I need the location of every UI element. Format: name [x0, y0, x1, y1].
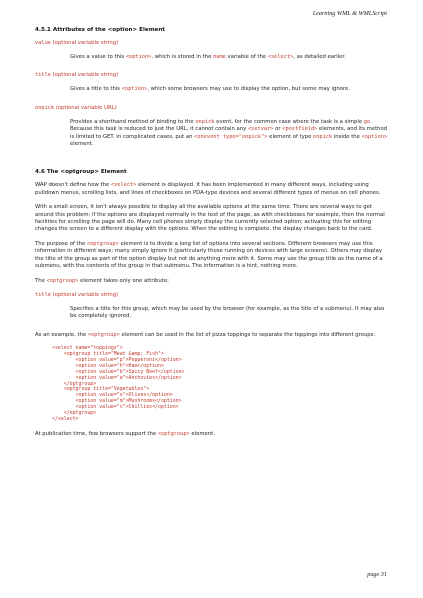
- code-line: </optgroup>: [63, 380, 97, 387]
- attribute-type: (optional variable string): [50, 291, 119, 298]
- attribute-description-text: Gives a value to this: [70, 54, 126, 60]
- code-line: <select name="toppings">: [52, 345, 123, 352]
- body-paragraph-code: <select>: [110, 182, 137, 189]
- attribute-description-text: element.: [70, 141, 94, 148]
- code-line: <option value="a">Anchovies</option>: [75, 374, 182, 381]
- section-heading-4-6: 4.6 The <optgroup> Element: [35, 169, 127, 176]
- attribute-description-text: Provides a shorthand method of binding to the: [70, 118, 196, 125]
- attribute-description-code: onpick: [313, 133, 333, 140]
- code-line: </optgroup>: [63, 410, 97, 417]
- option-attributes-list: [35, 40, 388, 148]
- running-header: Learning WML & WMLScript: [312, 10, 387, 17]
- attribute-description-text: Gives a title to this: [70, 86, 122, 93]
- body-paragraph-text: The purpose of the: [35, 240, 87, 247]
- attribute-description-text: , as detailed earlier.: [293, 54, 346, 60]
- attribute-description-text: element of type: [267, 133, 314, 140]
- attribute-description-code: name: [213, 54, 226, 60]
- code-line: <optgroup title="Vegetables">: [63, 386, 150, 393]
- body-paragraph: [35, 278, 388, 285]
- code-line: <optgroup title="Meat &amp; Fish">: [63, 351, 164, 358]
- attribute-type: (optional variable string): [50, 72, 119, 79]
- body-paragraph-text: element is displayed. It has been implemented in many different ways, including using pulldown menus, scrolling lists, and lines of checkboxes on PDA-type devices and several different types of menus on cell phones.: [35, 182, 381, 196]
- body-paragraph: [35, 241, 388, 271]
- example-intro-code: <optgroup>: [87, 331, 120, 338]
- attribute-name: title: [35, 72, 51, 79]
- attribute-description: [70, 306, 388, 321]
- code-line: <option value="m">Mushrooms</option>: [75, 398, 182, 405]
- attribute-name: value: [35, 40, 51, 46]
- attribute-name: onpick: [35, 104, 55, 111]
- page-number: page 31: [367, 571, 387, 578]
- attribute-description-code: <postfield>: [282, 126, 318, 133]
- attribute-description-text: or: [273, 126, 283, 133]
- code-example: [52, 346, 388, 423]
- body-paragraph-text: The: [35, 277, 47, 284]
- optgroup-attribute: [35, 292, 388, 321]
- attribute-description-code: <onevent type="onpick">: [194, 133, 268, 140]
- attribute-description: [70, 86, 388, 93]
- section-heading-4-5-1: 4.5.1 Attributes of the <option> Element: [35, 27, 165, 33]
- attribute-name-line: [35, 292, 388, 298]
- closing-text: element.: [189, 430, 215, 437]
- example-intro-paragraph: [35, 332, 388, 339]
- attribute-description: [70, 54, 388, 61]
- attribute-description-code: <option>: [361, 133, 388, 140]
- attribute-name: title: [35, 291, 51, 298]
- example-intro-text: As an example, the: [35, 331, 88, 338]
- body-paragraph: [35, 204, 388, 234]
- body-paragraph: [35, 182, 388, 197]
- attribute-description-text: Specifies a title for this group, which may be used by the browser (for example, as the title of a submenu). It may also be completely ignored.: [70, 305, 385, 320]
- attribute-type: (optional variable string): [50, 40, 119, 46]
- attribute-name-line: [35, 72, 388, 78]
- code-line: <option value="c">Chillies</option>: [75, 404, 179, 411]
- attribute-description-code: <setvar>: [247, 126, 274, 133]
- attribute-name-line: [35, 105, 388, 111]
- closing-text: At publication time, few browsers support the: [35, 430, 158, 437]
- code-line: <option value="p">Pepperoni</option>: [75, 356, 182, 363]
- attribute-description-code: onpick: [195, 118, 215, 125]
- code-line: <option value="o">Olives</option>: [75, 392, 173, 399]
- example-intro-text: element can be used in the list of pizza toppings to separate the toppings into different groups:: [119, 331, 376, 338]
- attribute-description-code: <option>: [125, 54, 152, 60]
- attribute-description-text: inside the: [332, 133, 362, 140]
- attribute-type: (optional variable URL): [54, 104, 117, 111]
- attribute-name-line: [35, 40, 388, 46]
- attribute-description-text: variable of the: [225, 54, 268, 60]
- attribute-description-code: <option>: [121, 86, 148, 93]
- body-paragraph-text: WAP doesn't define how the: [35, 182, 111, 189]
- attribute-description-text: elements, and its method is limited to GET. In complicated cases, put an: [70, 126, 388, 140]
- attribute-description-code: go: [363, 118, 371, 125]
- body-paragraph-text: element is to divide a long list of options into several sections. Different browsers may use this information in different ways: many simply ignore it (particularly those running on devices with large screens). Others may display the title of the group as part of the option display but not do anything more with it. Some may use the group title as the name of a submenu, with the contents of the group in that submenu. The information is a hint, nothing more.: [35, 240, 383, 270]
- code-line: </select>: [52, 416, 79, 422]
- attribute-description-text: . Because this task is reduced to just the URL, it cannot contain any: [70, 118, 372, 133]
- code-line: <option value="b">Spicy Beef</option>: [75, 368, 185, 375]
- attribute-description-text: , which is stored in the: [151, 54, 214, 60]
- body-paragraph-code: <optgroup>: [46, 277, 79, 284]
- attribute-description-text: , which some browsers may use to display the option, but some may ignore.: [147, 86, 350, 93]
- optgroup-paragraphs: [35, 182, 388, 284]
- body-paragraph-text: element takes only one attribute:: [78, 277, 169, 284]
- closing-code: <optgroup>: [157, 430, 190, 437]
- body-paragraph-text: With a small screen, it isn't always possible to display all the available options at the same time. There are several ways to get around this problem: if the options are displayed normally in the text of the page, as with checkboxes for example, then the normal facilities for scrolling the page will do. Many cell phones simply display the currently selected option; activating this for editing changes the screen to a different display with the options. When the editing is complete, the display changes back to the card.: [35, 204, 385, 233]
- attribute-description-text: event, for the common case where the task is a simple: [214, 118, 364, 125]
- attribute-description: [70, 119, 388, 149]
- closing-paragraph: [35, 431, 388, 438]
- attribute-description-code: <select>: [267, 54, 294, 60]
- code-line: <option value="h">Ham</option>: [75, 362, 164, 369]
- body-paragraph-code: <optgroup>: [86, 240, 119, 247]
- page-content: [35, 27, 388, 445]
